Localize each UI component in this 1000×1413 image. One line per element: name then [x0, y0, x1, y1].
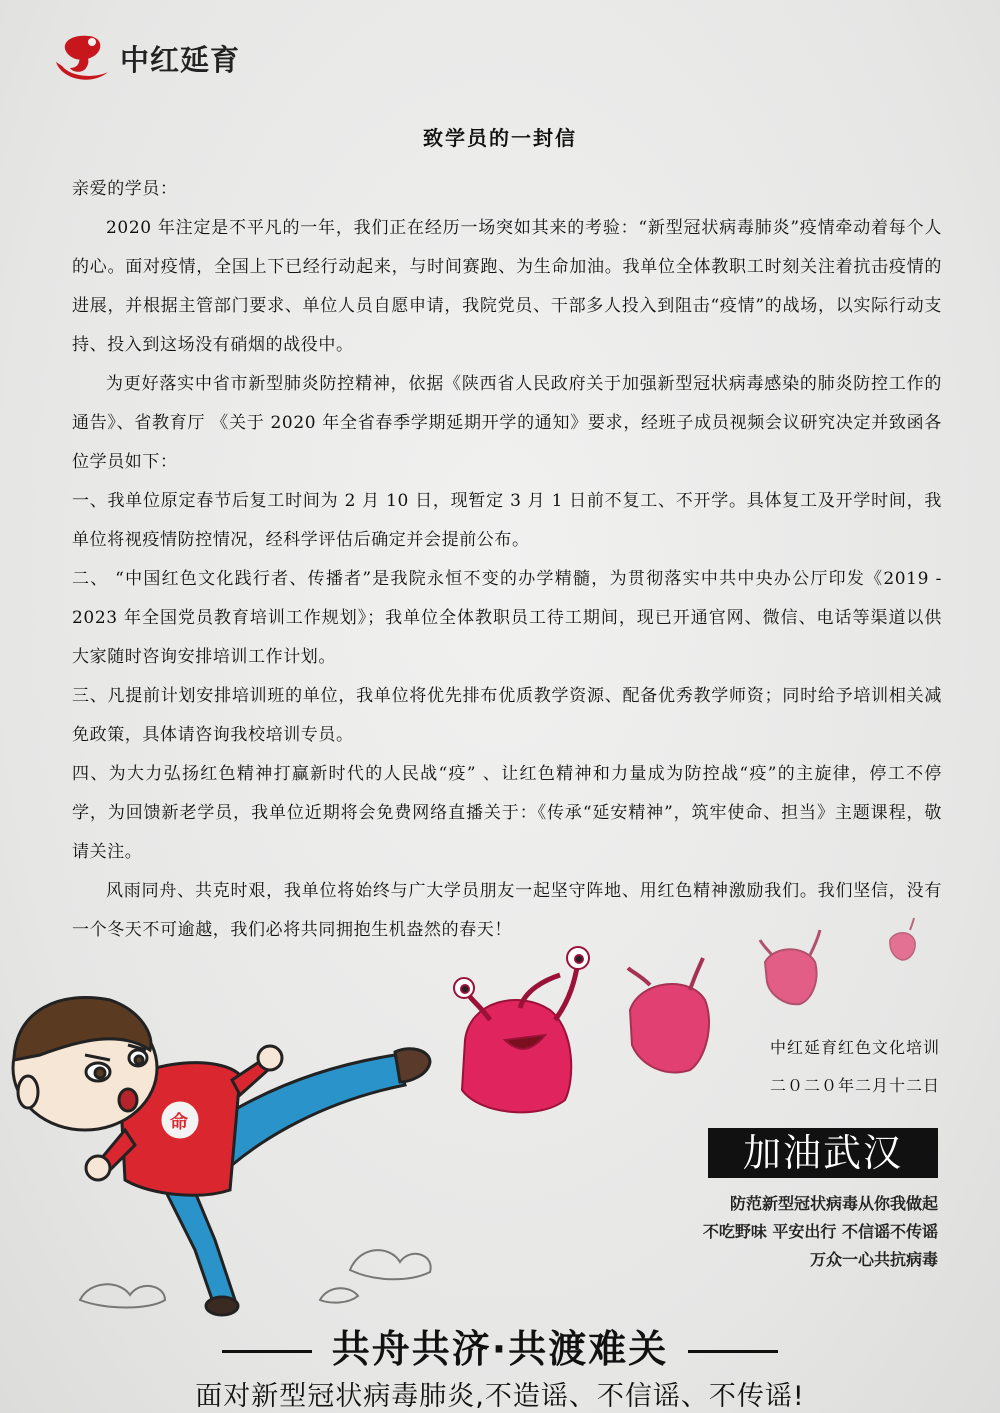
divider	[222, 1350, 312, 1353]
dust-cloud-icon	[80, 1250, 431, 1307]
letter-paragraph: 2020 年注定是不平凡的一年，我们正在经历一场突如其来的考验：“新型冠状病毒肺炎”疫情牵动着每个人的心。面对疫情，全国上下已经行动起来，与时间赛跑、为生命加油。我单位全体教职工时刻关注着抗击疫情的进展，并根据主管部门要求、单位人员自愿申请，我院党员、干部多人投入到阻击“疫情”的战场，以实际行动支持、投入到这场没有硝烟的战役中。	[72, 218, 942, 355]
signature: 中红延育红色文化培训	[769, 1038, 940, 1057]
banner-slogan	[0, 1318, 1000, 1373]
letter-paragraph: 二、 “中国红色文化践行者、传播者”是我院永恒不变的办学精髓，为贯彻落实中共中央办公厅印发《2019 - 2023 年全国党员教育培训工作规划》；我单位全体教职员工待工期间，现已开通官网、微信、电话等渠道以供大家随时咨询安排培训工作计划。	[72, 569, 942, 667]
brand-name: 中红延育	[120, 42, 241, 77]
prevention-tips	[703, 1190, 938, 1274]
letter-paragraph: 为更好落实中省市新型肺炎防控精神，依据《陕西省人民政府关于加强新型冠状病毒感染的肺炎防控工作的通告》、省教育厅 《关于 2020 年全省春季学期延期开学的通知》要求，经班子成员视频会议研究决定并致函各位学员如下：	[72, 374, 942, 472]
letter-paragraph: 三、凡提前计划安排培训班的单位，我单位将优先排布优质教学资源、配备优秀教学师资；同时给予培训相关减免政策，具体请咨询我校培训专员。	[72, 686, 942, 745]
virus-icon	[890, 918, 915, 960]
letter-paragraph: 风雨同舟、共克时艰，我单位将始终与广大学员朋友一起坚守阵地、用红色精神激励我们。我们坚信，没有一个冬天不可逾越，我们必将共同拥抱生机盎然的春天！	[72, 881, 942, 940]
letter-paragraph: 四、为大力弘扬红色精神打赢新时代的人民战“疫” 、让红色精神和力量成为防控战“疫”的主旋律，停工不停学，为回馈新老学员，我单位近期将会免费网络直播关于：《传承“延安精神”，筑牢使命、担当》主题课程，敬请关注。	[72, 764, 942, 862]
virus-icon	[628, 958, 709, 1072]
virus-icon	[454, 947, 589, 1112]
letter-title: 致学员的一封信	[423, 126, 577, 150]
cartoon-boy	[13, 998, 430, 1316]
salutation: 亲爱的学员：	[72, 179, 178, 199]
tip-line: 不吃野味 平安出行 不信谣不传谣	[702, 1222, 938, 1241]
letter-date: 二０二０年二月十二日	[769, 1076, 940, 1095]
virus-icon	[760, 930, 820, 1004]
tip-line: 防范新型冠状病毒从你我做起	[729, 1194, 938, 1213]
divider	[688, 1350, 778, 1353]
letter-paragraph: 一、我单位原定春节后复工时间为 2 月 10 日，现暂定 3 月 1 日前不复工、不开学。具体复工及开学时间，我单位将视疫情防控情况，经科学评估后确定并会提前公布。	[72, 491, 942, 550]
svg-text:命: 命	[170, 1112, 188, 1133]
tip-line: 万众一心共抗病毒	[809, 1250, 938, 1269]
banner-text: 共舟共济·共渡难关	[331, 1327, 669, 1371]
slogan-badge: 加油武汉	[708, 1128, 938, 1178]
bottom-slogan: 面对新型冠状病毒肺炎,不造谣、不信谣、不传谣!	[195, 1381, 805, 1412]
